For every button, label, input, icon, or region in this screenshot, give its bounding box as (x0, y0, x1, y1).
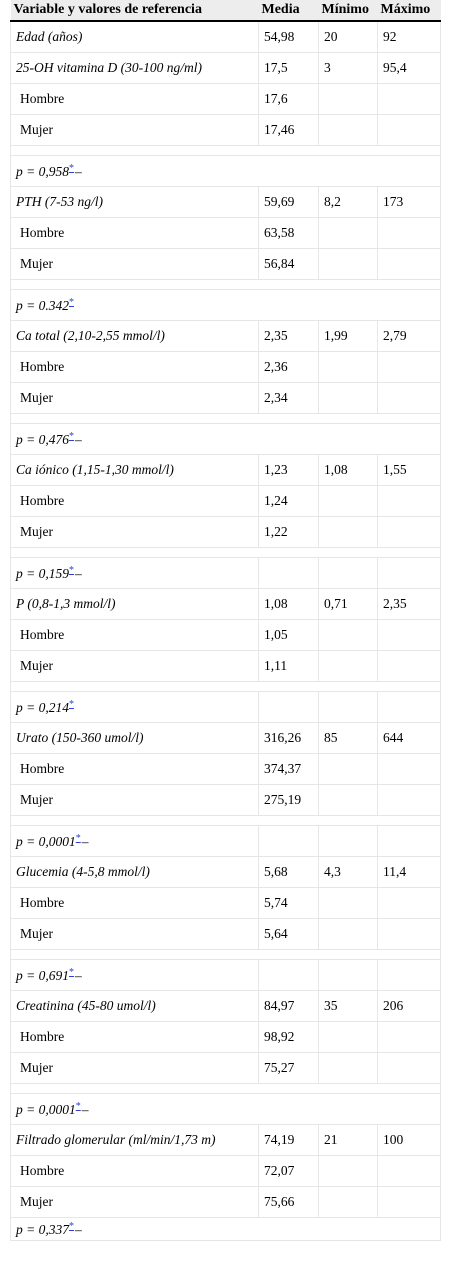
spacer-cell (11, 1084, 441, 1094)
label-cell: Mujer (11, 383, 259, 414)
maximo-cell: 173 (378, 187, 441, 218)
minimo-cell: 0,71 (319, 589, 378, 620)
label-cell: 25-OH vitamina D (30-100 ng/ml) (11, 53, 259, 84)
p-value-row (11, 1094, 441, 1125)
maximo-cell (378, 218, 441, 249)
p-value-text: p = 0,214 (16, 699, 69, 715)
media-cell: 2,36 (259, 352, 319, 383)
p-value-cell (11, 960, 259, 991)
header-variable: Variable y valores de referencia (11, 0, 259, 21)
sex-row (11, 517, 441, 548)
maximo-cell (378, 84, 441, 115)
maximo-cell: 644 (378, 723, 441, 754)
label-cell: Hombre (11, 754, 259, 785)
sex-row (11, 1053, 441, 1084)
media-cell: 2,34 (259, 383, 319, 414)
data-table (10, 0, 441, 1241)
minimo-cell: 35 (319, 991, 378, 1022)
minimo-cell: 85 (319, 723, 378, 754)
sex-row (11, 352, 441, 383)
label-cell: Hombre (11, 1022, 259, 1053)
p-value-text: p = 0,0001 (16, 833, 76, 849)
maximo-cell (378, 352, 441, 383)
minimo-cell (319, 785, 378, 816)
spacer-cell (11, 548, 441, 558)
maximo-cell (378, 486, 441, 517)
label-cell: PTH (7-53 ng/l) (11, 187, 259, 218)
p-value-text: p = 0,691 (16, 967, 69, 983)
maximo-cell (378, 919, 441, 950)
sex-row (11, 218, 441, 249)
maximo-cell: 206 (378, 991, 441, 1022)
label-cell: Hombre (11, 352, 259, 383)
p-value-text: p = 0,958 (16, 163, 69, 179)
sex-row (11, 785, 441, 816)
minimo-cell (319, 754, 378, 785)
minimo-cell (319, 383, 378, 414)
spacer-cell (11, 146, 441, 156)
label-cell: Hombre (11, 84, 259, 115)
minimo-cell: 20 (319, 21, 378, 53)
label-cell: Ca iónico (1,15-1,30 mmol/l) (11, 455, 259, 486)
label-cell: Mujer (11, 517, 259, 548)
media-cell: 1,08 (259, 589, 319, 620)
label-cell: Urato (150-360 umol/l) (11, 723, 259, 754)
minimo-cell (319, 620, 378, 651)
maximo-cell: 2,35 (378, 589, 441, 620)
minimo-cell (319, 651, 378, 682)
media-cell: 1,23 (259, 455, 319, 486)
variable-row (11, 589, 441, 620)
empty-cell (378, 826, 441, 857)
variable-row (11, 321, 441, 352)
p-value-row (11, 826, 441, 857)
p-value-row (11, 1218, 441, 1241)
media-cell: 2,35 (259, 321, 319, 352)
media-cell: 275,19 (259, 785, 319, 816)
minimo-cell: 4,3 (319, 857, 378, 888)
p-value-cell (11, 558, 259, 589)
p-value-text: p = 0.342 (16, 297, 69, 313)
minimo-cell (319, 249, 378, 280)
spacer-cell (11, 414, 441, 424)
p-value-cell (11, 424, 441, 455)
sex-row (11, 115, 441, 146)
maximo-cell: 1,55 (378, 455, 441, 486)
minimo-cell (319, 1022, 378, 1053)
sex-row (11, 1022, 441, 1053)
spacer-row (11, 1084, 441, 1094)
footnote-link[interactable]: * (69, 698, 74, 710)
minimo-cell (319, 1053, 378, 1084)
dash-mark: – (81, 1101, 89, 1117)
minimo-cell: 1,08 (319, 455, 378, 486)
label-cell: Hombre (11, 218, 259, 249)
media-cell: 63,58 (259, 218, 319, 249)
spacer-row (11, 950, 441, 960)
minimo-cell (319, 919, 378, 950)
variable-row (11, 1125, 441, 1156)
minimo-cell (319, 352, 378, 383)
empty-cell (319, 558, 378, 589)
media-cell: 72,07 (259, 1156, 319, 1187)
minimo-cell (319, 486, 378, 517)
footnote-link[interactable]: * (75, 832, 81, 844)
spacer-cell (11, 682, 441, 692)
media-cell: 56,84 (259, 249, 319, 280)
footnote-link[interactable]: * (69, 564, 74, 576)
media-cell: 1,11 (259, 651, 319, 682)
header-maximo: Máximo (378, 0, 441, 21)
maximo-cell: 2,79 (378, 321, 441, 352)
spacer-row (11, 548, 441, 558)
media-cell: 75,27 (259, 1053, 319, 1084)
sex-row (11, 249, 441, 280)
maximo-cell (378, 1053, 441, 1084)
sex-row (11, 1187, 441, 1218)
media-cell: 1,05 (259, 620, 319, 651)
media-cell: 5,64 (259, 919, 319, 950)
minimo-cell (319, 115, 378, 146)
header-minimo: Mínimo (319, 0, 378, 21)
label-cell: Ca total (2,10-2,55 mmol/l) (11, 321, 259, 352)
footnote-link[interactable]: * (69, 966, 74, 978)
empty-cell (259, 960, 319, 991)
spacer-row (11, 146, 441, 156)
label-cell: Hombre (11, 486, 259, 517)
label-cell: Mujer (11, 919, 259, 950)
empty-cell (378, 692, 441, 723)
media-cell: 374,37 (259, 754, 319, 785)
dash-mark: – (75, 431, 82, 447)
p-value-cell (11, 1094, 441, 1125)
maximo-cell (378, 115, 441, 146)
media-cell: 84,97 (259, 991, 319, 1022)
maximo-cell (378, 517, 441, 548)
maximo-cell (378, 651, 441, 682)
label-cell: Hombre (11, 888, 259, 919)
dash-mark: – (75, 163, 82, 179)
minimo-cell (319, 888, 378, 919)
footnote-link[interactable]: * (69, 296, 74, 308)
label-cell: Mujer (11, 115, 259, 146)
maximo-cell (378, 888, 441, 919)
label-cell: Filtrado glomerular (ml/min/1,73 m) (11, 1125, 259, 1156)
p-value-text: p = 0,476 (16, 431, 69, 447)
variable-row (11, 53, 441, 84)
header-media: Media (259, 0, 319, 21)
sex-row (11, 754, 441, 785)
media-cell: 1,24 (259, 486, 319, 517)
media-cell: 5,74 (259, 888, 319, 919)
footnote-link[interactable]: * (69, 162, 74, 174)
p-value-cell (11, 156, 441, 187)
sex-row (11, 486, 441, 517)
sex-row (11, 84, 441, 115)
p-value-row (11, 424, 441, 455)
p-value-row (11, 558, 441, 589)
label-cell: Mujer (11, 249, 259, 280)
label-cell: Mujer (11, 1053, 259, 1084)
minimo-cell: 1,99 (319, 321, 378, 352)
label-cell: Mujer (11, 1187, 259, 1218)
maximo-cell (378, 249, 441, 280)
header-row (11, 0, 441, 21)
spacer-row (11, 280, 441, 290)
minimo-cell (319, 84, 378, 115)
p-value-text: p = 0,159 (16, 565, 69, 581)
spacer-cell (11, 950, 441, 960)
empty-cell (319, 826, 378, 857)
label-cell: Creatinina (45-80 umol/l) (11, 991, 259, 1022)
p-value-cell (11, 1218, 441, 1241)
empty-cell (259, 826, 319, 857)
footnote-link[interactable]: * (75, 1100, 81, 1112)
maximo-cell (378, 383, 441, 414)
p-value-text: p = 0,337 (16, 1221, 69, 1237)
sex-row (11, 888, 441, 919)
sex-row (11, 620, 441, 651)
minimo-cell: 21 (319, 1125, 378, 1156)
maximo-cell (378, 754, 441, 785)
p-value-row (11, 156, 441, 187)
empty-cell (319, 960, 378, 991)
spacer-row (11, 682, 441, 692)
maximo-cell (378, 1187, 441, 1218)
label-cell: Edad (años) (11, 21, 259, 53)
empty-cell (319, 692, 378, 723)
maximo-cell: 95,4 (378, 53, 441, 84)
label-cell: Glucemia (4-5,8 mmol/l) (11, 857, 259, 888)
p-value-cell (11, 692, 259, 723)
minimo-cell (319, 1156, 378, 1187)
maximo-cell: 11,4 (378, 857, 441, 888)
footnote-link[interactable]: * (69, 430, 74, 442)
label-cell: Hombre (11, 620, 259, 651)
spacer-cell (11, 280, 441, 290)
label-cell: P (0,8-1,3 mmol/l) (11, 589, 259, 620)
media-cell: 75,66 (259, 1187, 319, 1218)
empty-cell (378, 960, 441, 991)
p-value-text: p = 0,0001 (16, 1101, 76, 1117)
label-cell: Mujer (11, 651, 259, 682)
variable-row (11, 187, 441, 218)
media-cell: 98,92 (259, 1022, 319, 1053)
maximo-cell (378, 620, 441, 651)
spacer-row (11, 414, 441, 424)
variable-row (11, 857, 441, 888)
minimo-cell: 8,2 (319, 187, 378, 218)
minimo-cell (319, 218, 378, 249)
minimo-cell (319, 517, 378, 548)
sex-row (11, 383, 441, 414)
maximo-cell: 92 (378, 21, 441, 53)
p-value-cell (11, 826, 259, 857)
dash-mark: – (75, 565, 82, 581)
dash-mark: – (75, 967, 82, 983)
spacer-row (11, 816, 441, 826)
media-cell: 17,6 (259, 84, 319, 115)
p-value-row (11, 692, 441, 723)
dash-mark: – (81, 833, 89, 849)
empty-cell (259, 558, 319, 589)
media-cell: 17,46 (259, 115, 319, 146)
empty-cell (259, 692, 319, 723)
media-cell: 316,26 (259, 723, 319, 754)
p-value-cell (11, 290, 441, 321)
sex-row (11, 651, 441, 682)
media-cell: 54,98 (259, 21, 319, 53)
spacer-cell (11, 816, 441, 826)
variable-row (11, 991, 441, 1022)
footnote-link[interactable]: * (69, 1220, 74, 1232)
media-cell: 59,69 (259, 187, 319, 218)
minimo-cell: 3 (319, 53, 378, 84)
maximo-cell (378, 1156, 441, 1187)
dash-mark: – (75, 1221, 82, 1237)
maximo-cell: 100 (378, 1125, 441, 1156)
label-cell: Mujer (11, 785, 259, 816)
variable-row (11, 723, 441, 754)
empty-cell (378, 558, 441, 589)
table-body (11, 21, 441, 1241)
variable-row (11, 455, 441, 486)
sex-row (11, 919, 441, 950)
media-cell: 74,19 (259, 1125, 319, 1156)
maximo-cell (378, 1022, 441, 1053)
p-value-row (11, 960, 441, 991)
media-cell: 17,5 (259, 53, 319, 84)
media-cell: 5,68 (259, 857, 319, 888)
label-cell: Hombre (11, 1156, 259, 1187)
variable-row (11, 21, 441, 53)
sex-row (11, 1156, 441, 1187)
minimo-cell (319, 1187, 378, 1218)
media-cell: 1,22 (259, 517, 319, 548)
p-value-row (11, 290, 441, 321)
maximo-cell (378, 785, 441, 816)
